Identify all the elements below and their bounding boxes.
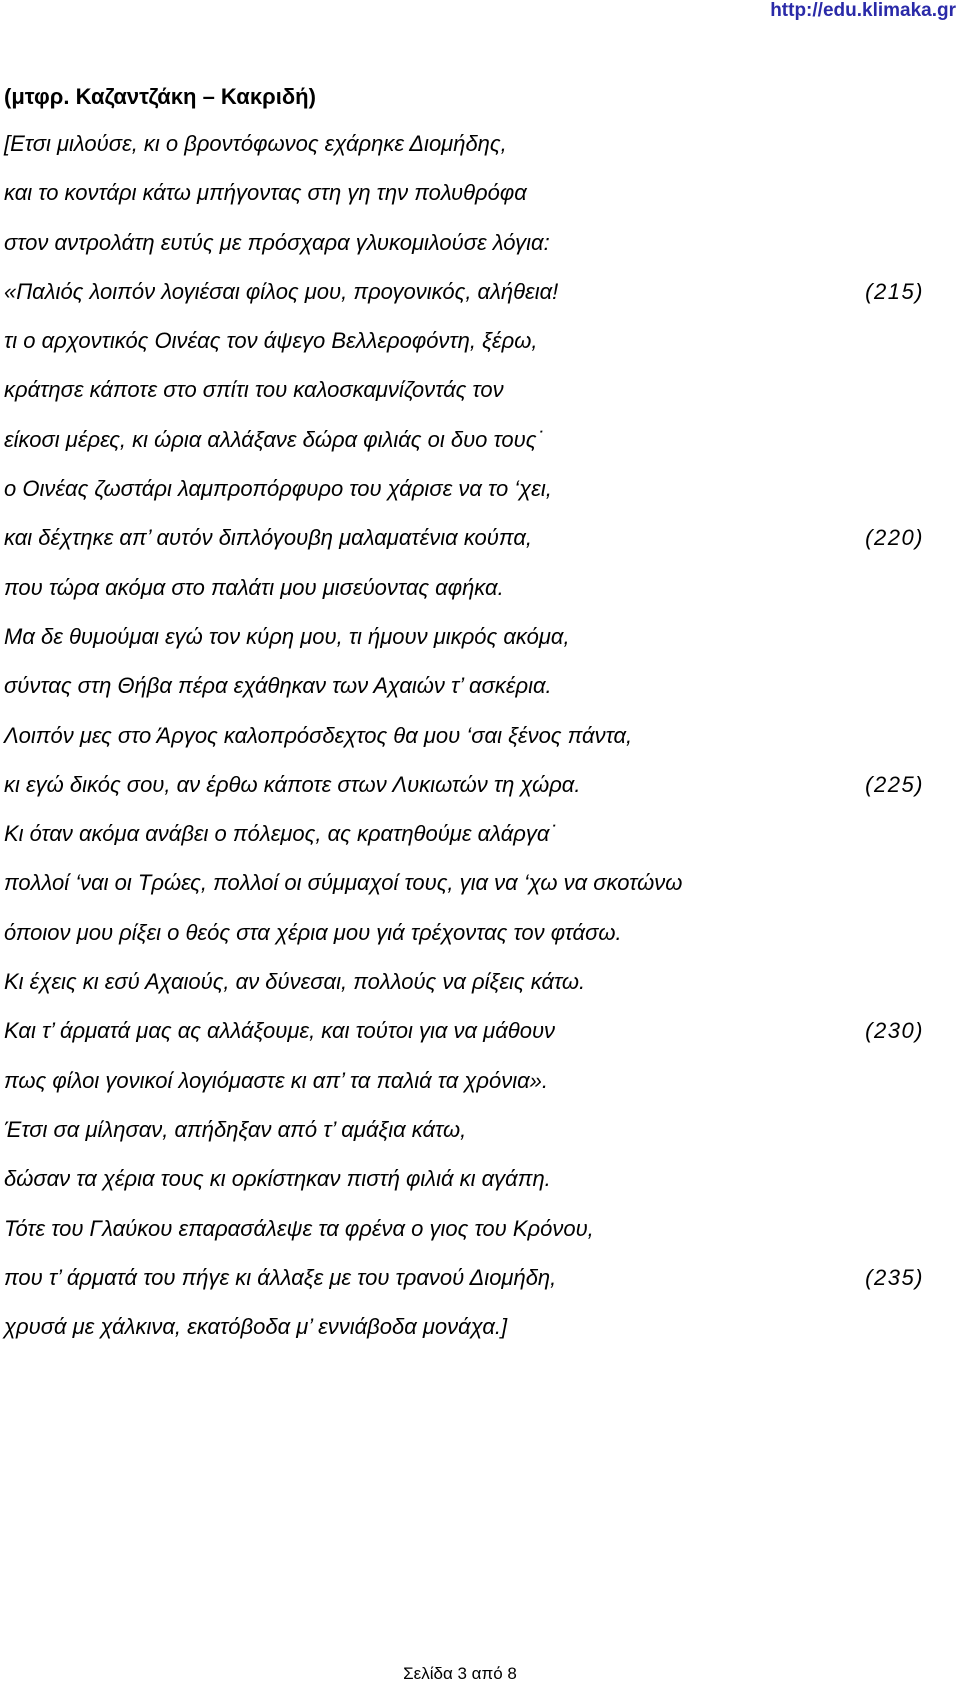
verse-text: Λοιπόν μες στο Άργος καλοπρόσδεχτος θα μου ‘σαι ξένος πάντα,	[4, 722, 633, 748]
verse-text: πως φίλοι γονικοί λογιόμαστε κι απ’ τα παλιά τα χρόνια».	[4, 1067, 549, 1093]
header-url-link[interactable]: http://edu.klimaka.gr	[770, 0, 956, 21]
verse-line	[4, 624, 924, 673]
verse-text: είκοσι μέρες, κι ώρια αλλάξανε δώρα φιλιάς οι δυο τους˙	[4, 426, 544, 452]
verse-line	[4, 575, 924, 624]
verse-text: «Παλιός λοιπόν λογιέσαι φίλος μου, προγονικός, αλήθεια!	[4, 278, 559, 304]
verse-line	[4, 1216, 924, 1265]
verse-line	[4, 969, 924, 1018]
verse-line	[4, 377, 924, 426]
verse-line	[4, 1117, 924, 1166]
verse-text: τι ο αρχοντικός Οινέας τον άψεγο Βελλεροφόντη, ξέρω,	[4, 328, 538, 354]
verse-number: (225)	[865, 771, 924, 797]
verse-line	[4, 230, 924, 279]
verse-line	[4, 131, 924, 180]
verse-line	[4, 920, 924, 969]
verse-text: όποιον μου ρίξει ο θεός στα χέρια μου γιά τρέχοντας τον φτάσω.	[4, 919, 622, 945]
poem-verse-list	[4, 131, 924, 1363]
verse-text: Και τ’ άρματά μας ας αλλάξουμε, και τούτοι για να μάθουν	[4, 1018, 556, 1044]
verse-text: που τώρα ακόμα στο παλάτι μου μισεύοντας αφήκα.	[4, 574, 504, 600]
verse-line	[4, 1166, 924, 1215]
verse-line	[4, 427, 924, 476]
verse-text: Κι έχεις κι εσύ Αχαιούς, αν δύνεσαι, πολλούς να ρίξεις κάτω.	[4, 969, 586, 995]
verse-line	[4, 772, 924, 821]
verse-text: πολλοί ‘ναι οι Τρώες, πολλοί οι σύμμαχοί τους, για να ‘χω να σκοτώνω	[4, 870, 683, 896]
verse-line	[4, 1265, 924, 1314]
verse-number: (235)	[865, 1264, 924, 1290]
verse-line	[4, 525, 924, 574]
verse-line	[4, 673, 924, 722]
verse-line	[4, 1068, 924, 1117]
verse-line	[4, 870, 924, 919]
translation-credit-heading: (μτφρ. Καζαντζάκη – Κακριδή)	[4, 84, 316, 109]
verse-number: (215)	[865, 278, 924, 304]
verse-text: ο Οινέας ζωστάρι λαμπροπόρφυρο του χάρισε να το ‘χει,	[4, 476, 552, 502]
page-number-footer: Σελίδα 3 από 8	[403, 1664, 517, 1683]
verse-text: και το κοντάρι κάτω μπήγοντας στη γη την πολυθρόφα	[4, 180, 527, 206]
verse-text: κι εγώ δικός σου, αν έρθω κάποτε στων Λυκιωτών τη χώρα.	[4, 771, 581, 797]
verse-line	[4, 328, 924, 377]
verse-text: που τ’ άρματά του πήγε κι άλλαξε με του τρανού Διομήδη,	[4, 1264, 557, 1290]
verse-text: και δέχτηκε απ’ αυτόν διπλόγουβη μαλαματένια κούπα,	[4, 525, 532, 551]
verse-text: Τότε του Γλαύκου επαρασάλεψε τα φρένα ο γιος του Κρόνου,	[4, 1215, 594, 1241]
verse-line	[4, 1018, 924, 1067]
verse-line	[4, 821, 924, 870]
verse-number: (230)	[865, 1018, 924, 1044]
verse-text: κράτησε κάποτε στο σπίτι του καλοσκαμνίζοντάς τον	[4, 377, 504, 403]
verse-text: σύντας στη Θήβα πέρα εχάθηκαν των Αχαιών τ’ ασκέρια.	[4, 673, 552, 699]
verse-text: Μα δε θυμούμαι εγώ τον κύρη μου, τι ήμουν μικρός ακόμα,	[4, 623, 570, 649]
verse-text: χρυσά με χάλκινα, εκατόβοδα μ’ εννιάβοδα μονάχα.]	[4, 1314, 508, 1340]
verse-text: στον αντρολάτη ευτύς με πρόσχαρα γλυκομιλούσε λόγια:	[4, 229, 550, 255]
verse-text: δώσαν τα χέρια τους κι ορκίστηκαν πιστή φιλιά κι αγάπη.	[4, 1166, 551, 1192]
verse-text: Κι όταν ακόμα ανάβει ο πόλεμος, ας κρατηθούμε αλάργα˙	[4, 821, 557, 847]
verse-number: (220)	[865, 525, 924, 551]
verse-line	[4, 180, 924, 229]
verse-text: [Ετσι μιλούσε, κι ο βροντόφωνος εχάρηκε Διομήδης,	[4, 131, 507, 156]
verse-line	[4, 1314, 924, 1363]
verse-line	[4, 476, 924, 525]
verse-line	[4, 279, 924, 328]
verse-text: Έτσι σα μίλησαν, απήδηξαν από τ’ αμάξια κάτω,	[4, 1116, 467, 1142]
verse-line	[4, 723, 924, 772]
